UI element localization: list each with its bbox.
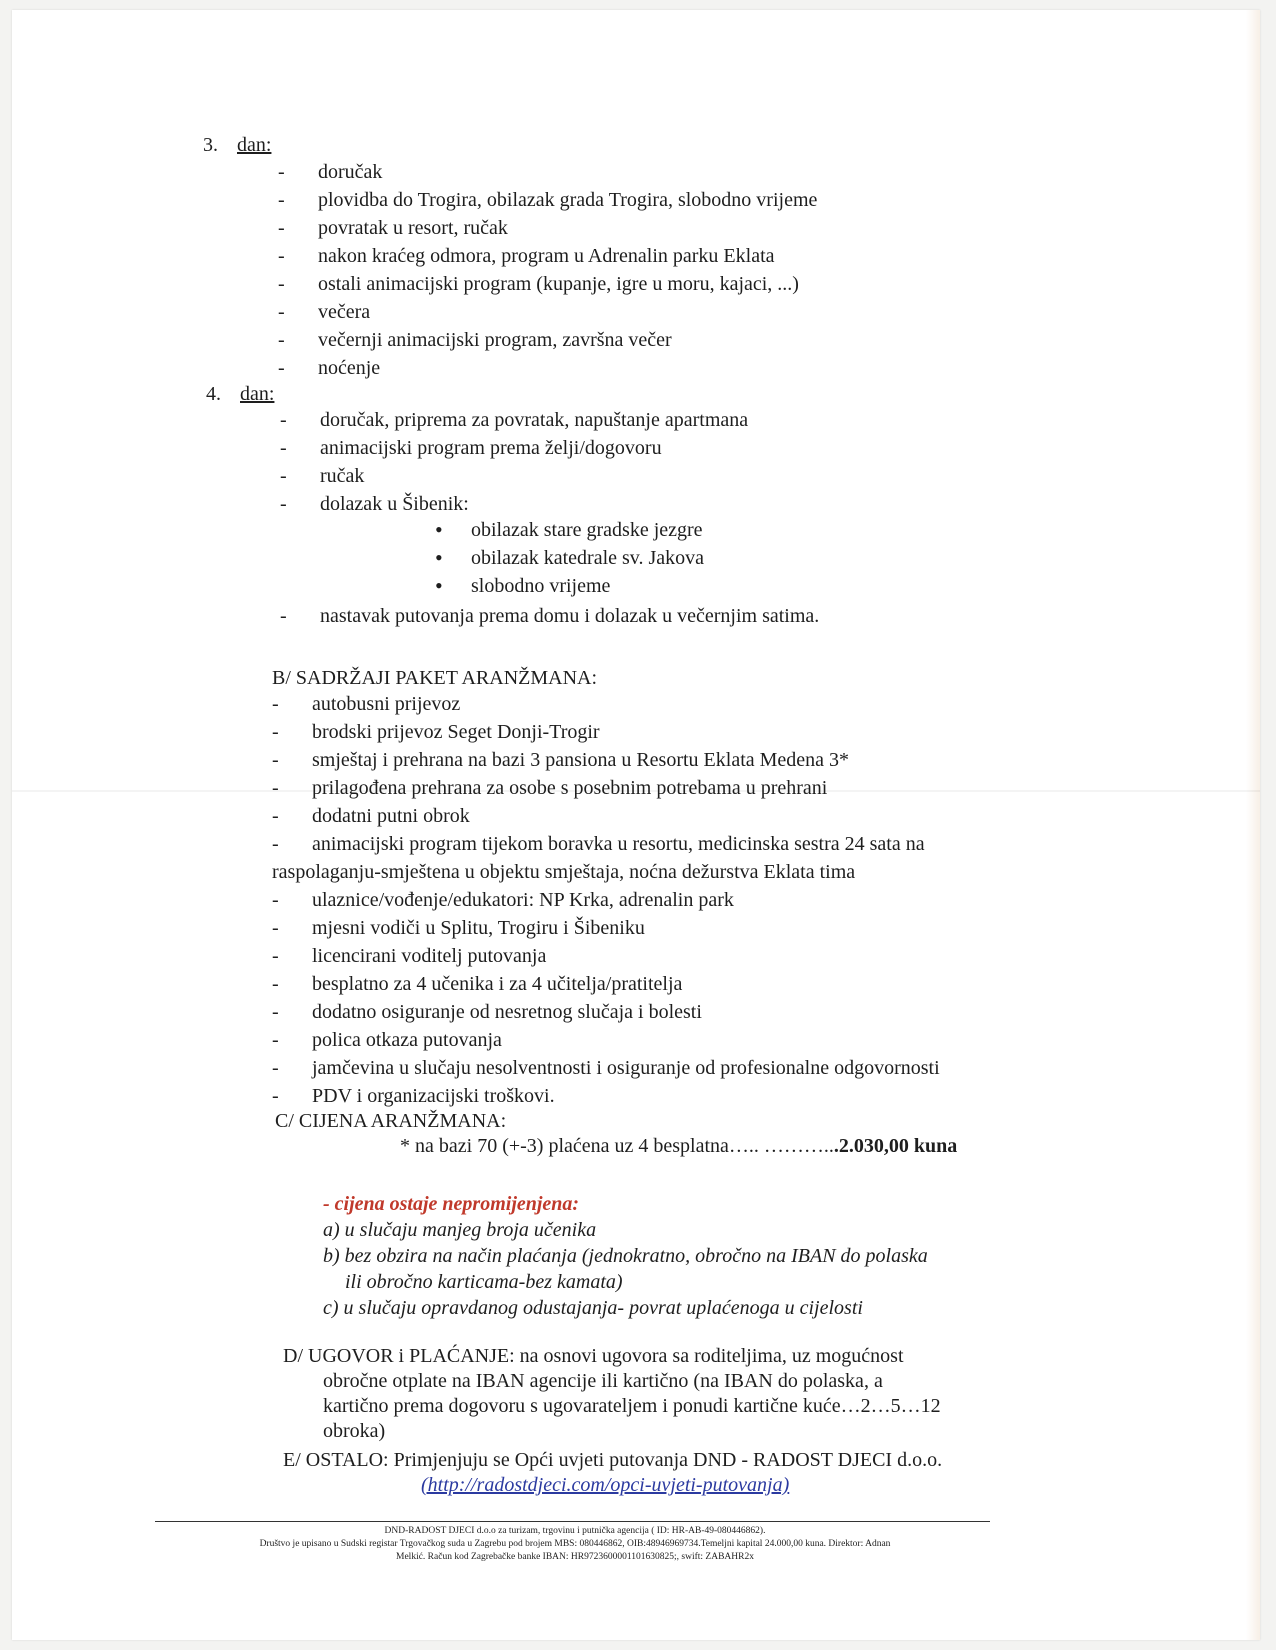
section-d-line4: obroka) [323, 1420, 386, 1442]
list-item: - brodski prijevoz Seget Donji-Trogir [272, 718, 940, 746]
list-item: - večernji animacijski program, završna večer [278, 326, 817, 354]
list-item: - ručak [280, 462, 748, 490]
list-item: - nakon kraćeg odmora, program u Adrenalin parku Eklata [278, 242, 817, 270]
day4-label: dan: [240, 383, 275, 405]
list-item: - dodatno osiguranje od nesretnog slučaja i bolesti [272, 998, 940, 1026]
day4-number: 4. [206, 383, 221, 405]
list-item: - noćenje [278, 354, 817, 382]
list-item: • slobodno vrijeme [435, 572, 704, 600]
company-footer [140, 1525, 1010, 1564]
list-item: - povratak u resort, ručak [278, 214, 817, 242]
list-item: - doručak, pripremа za povratak, napuštanje apartmana [280, 406, 748, 434]
list-item: - nastavak putovanja prema domu i dolazak u večernjim satima. [280, 602, 819, 630]
footer-divider [155, 1521, 990, 1522]
day3-number: 3. [203, 134, 218, 156]
list-item: - animacijski program prema želji/dogovoru [280, 434, 748, 462]
price-row [400, 1135, 957, 1158]
list-item-continuation: raspolaganju-smještena u objektu smještaja, noćna dežurstva Eklata tima [272, 861, 856, 883]
day3-label: dan: [237, 134, 272, 156]
list-item: • obilazak katedrale sv. Jakova [435, 544, 704, 572]
note-b2: ili obročno karticama-bez kamata) [345, 1271, 623, 1293]
list-item: • obilazak stare gradske jezgre [435, 516, 704, 544]
day4-list [280, 406, 748, 518]
note-b1: b) bez obzira na način plaćanja (jednokratno, obročno na IBAN do polaska [323, 1245, 928, 1267]
note-a: a) u slučaju manjeg broja učenika [323, 1219, 597, 1241]
list-item: - prilagođena prehrana za osobe s posebnim potrebama u prehrani [272, 774, 940, 802]
list-item: - animacijski program tijekom boravka u resortu, medicinska sestra 24 sata na [272, 830, 940, 858]
note-heading: - cijena ostaje nepromijenjena: [323, 1193, 580, 1215]
section-b-title: B/ SADRŽAJI PAKET ARANŽMANA: [272, 667, 598, 689]
page-edge [1246, 10, 1260, 1640]
list-item: - PDV i organizacijski troškovi. [272, 1082, 940, 1110]
day4-final [280, 602, 819, 630]
list-item: - plovidba do Trogira, obilazak grada Trogira, slobodno vrijeme [278, 186, 817, 214]
list-item: - jamčevina u slučaju nesolventnosti i osiguranje od profesionalne odgovornosti [272, 1054, 940, 1082]
sibenik-sublist [435, 516, 704, 600]
footer-line2: Društvo je upisano u Sudski registar Trgovačkog suda u Zagrebu pod brojem MBS: 080446862, OIB:48946969734.Temeljni kapital 24.000,00 kuna. Direktor: Adnan [259, 1539, 891, 1549]
list-item: - polica otkaza putovanja [272, 1026, 940, 1054]
list-item: - licencirani voditelj putovanja [272, 942, 940, 970]
section-c-title: C/ CIJENA ARANŽMANA: [275, 1110, 507, 1132]
price-text: * na bazi 70 (+-3) plaćena uz 4 besplatna….. ……….. [400, 1135, 834, 1157]
list-item: - dodatni putni obrok [272, 802, 940, 830]
price-amount: .2.030,00 kuna [833, 1135, 958, 1157]
price-note [323, 1191, 928, 1321]
section-d [283, 1344, 941, 1444]
terms-link[interactable]: (http://radostdjeci.com/opci-uvjeti-putovanja) [421, 1474, 790, 1496]
list-item: - ulaznice/vođenje/edukatori: NP Krka, adrenalin park [272, 886, 940, 914]
list-item: - mjesni vodiči u Splitu, Trogiru i Šibeniku [272, 914, 940, 942]
list-item: - ostali animacijski program (kupanje, igre u moru, kajaci, ...) [278, 270, 817, 298]
list-item: - večera [278, 298, 817, 326]
day3-heading [203, 134, 271, 157]
note-c: c) u slučaju opravdanog odustajanja- povrat uplaćenoga u cijelosti [323, 1297, 863, 1319]
day3-list [278, 158, 817, 382]
day4-heading [206, 383, 274, 406]
footer-line1: DND-RADOST DJECI d.o.o za turizam, trgovinu i putnička agencija ( ID: HR-AB-49-080446862). [384, 1526, 766, 1536]
section-d-line1: D/ UGOVOR i PLAĆANJE: na osnovi ugovora sa roditeljima, uz mogućnost [283, 1345, 904, 1367]
section-e-text: E/ OSTALO: Primjenjuju se Opći uvjeti putovanja DND - RADOST DJECI d.o.o. [283, 1449, 943, 1471]
list-item: - doručak [278, 158, 817, 186]
list-item: - dolazak u Šibenik: [280, 490, 748, 518]
list-item: - autobusni prijevoz [272, 690, 940, 718]
section-e [283, 1448, 942, 1498]
section-d-line2: obročne otplate na IBAN agencije ili kartično (na IBAN do polaska, a [323, 1370, 883, 1392]
list-item: - besplatno za 4 učenika i za 4 učitelja/pratitelja [272, 970, 940, 998]
section-b-list [272, 690, 940, 1110]
footer-line3: Melkić. Račun kod Zagrebačke banke IBAN: HR9723600001101630825;, swift: ZABAHR2x [396, 1552, 754, 1562]
section-d-line3: kartično prema dogovoru s ugovarateljem i ponudi kartične kuće…2…5…12 [323, 1395, 941, 1417]
list-item: - smještaj i prehrana na bazi 3 pansiona u Resortu Eklata Medena 3* [272, 746, 940, 774]
